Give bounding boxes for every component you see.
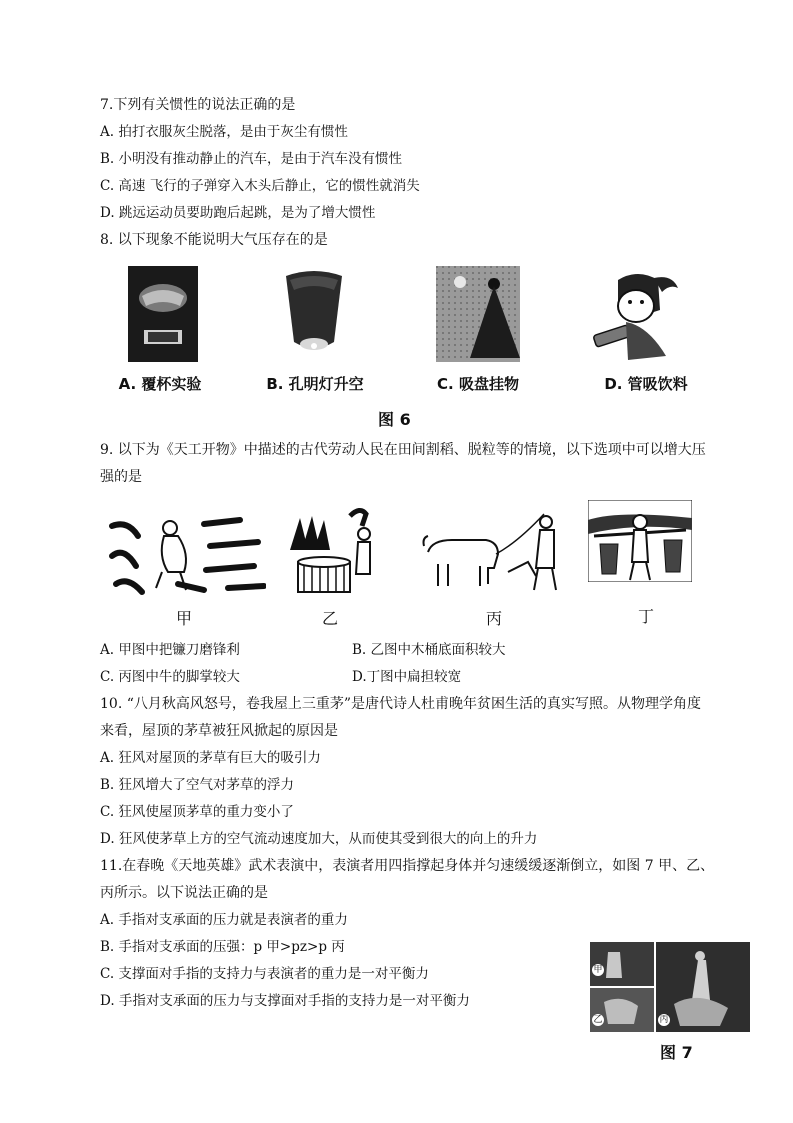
q8-caption-d: D. 管吸饮料 bbox=[604, 375, 688, 393]
q9-label-ding: 丁 bbox=[637, 607, 654, 626]
q9-label-bing: 丙 bbox=[485, 609, 502, 628]
q10-stem-line1: 10. “八月秋高风怒号，卷我屋上三重茅”是唐代诗人杜甫晚年贫困生活的真实写照。从物理学角度 bbox=[100, 696, 702, 712]
q7-option-d: D. 跳远运动员要助跑后起跳，是为了增大惯性 bbox=[100, 205, 376, 221]
harvesting-rice-image bbox=[108, 506, 266, 598]
q10-option-d: D. 狂风使茅草上方的空气流动速度加大，从而使其受到很大的向上的升力 bbox=[100, 831, 538, 847]
photo-mark-jia: 甲 bbox=[593, 965, 603, 975]
q9-option-b: B. 乙图中木桶底面积较大 bbox=[352, 642, 506, 658]
q9-stem-line1: 9. 以下为《天工开物》中描述的古代劳动人民在田间割稻、脱粒等的情境，以下选项中可以增大压 bbox=[100, 442, 706, 458]
q8-caption-c: C. 吸盘挂物 bbox=[437, 375, 519, 393]
q7-option-b: B. 小明没有推动静止的汽车，是由于汽车没有惯性 bbox=[100, 151, 403, 167]
q10-option-b: B. 狂风增大了空气对茅草的浮力 bbox=[100, 777, 295, 793]
carrying-pole-image bbox=[588, 500, 692, 582]
photo-mark-yi: 乙 bbox=[593, 1015, 603, 1025]
figure-6-label: 图 6 bbox=[378, 410, 411, 429]
q10-option-a: A. 狂风对屋顶的茅草有巨大的吸引力 bbox=[100, 750, 321, 766]
q9-option-d: D.丁图中扁担较宽 bbox=[352, 669, 462, 685]
q9-option-c: C. 丙图中牛的脚掌较大 bbox=[100, 669, 240, 685]
martial-arts-photos-image bbox=[588, 940, 752, 1034]
suction-cup-image bbox=[436, 266, 520, 362]
q11-option-d: D. 手指对支承面的压力与支撑面对手指的支持力是一对平衡力 bbox=[100, 993, 470, 1009]
q11-stem-line2: 丙所示。以下说法正确的是 bbox=[100, 885, 268, 901]
threshing-bucket-image bbox=[284, 504, 380, 598]
q7-option-c: C. 高速 飞行的子弹穿入木头后静止，它的惯性就消失 bbox=[100, 178, 420, 194]
q8-caption-a: A. 覆杯实验 bbox=[118, 375, 202, 393]
q8-stem: 8. 以下现象不能说明大气压存在的是 bbox=[100, 232, 328, 248]
ox-plowing-image bbox=[418, 502, 568, 598]
q11-stem-line1: 11.在春晚《天地英雄》武术表演中，表演者用四指撑起身体并匀速缓缓逐渐倒立，如图 7 甲、乙、 bbox=[100, 858, 715, 874]
q11-option-a: A. 手指对支承面的压力就是表演者的重力 bbox=[100, 912, 348, 928]
q9-label-jia: 甲 bbox=[175, 609, 192, 628]
q11-option-b: B. 手指对支承面的压强：p 甲>pz>p 丙 bbox=[100, 939, 345, 955]
drinking-straw-image bbox=[588, 270, 688, 362]
q9-stem-line2: 强的是 bbox=[100, 469, 142, 485]
photo-mark-bing: 丙 bbox=[659, 1015, 669, 1025]
q10-option-c: C. 狂风使屋顶茅草的重力变小了 bbox=[100, 804, 294, 820]
q9-option-a: A. 甲图中把镰刀磨锋利 bbox=[100, 642, 240, 658]
q10-stem-line2: 来看，屋顶的茅草被狂风掀起的原因是 bbox=[100, 723, 338, 739]
q11-option-c: C. 支撑面对手指的支持力与表演者的重力是一对平衡力 bbox=[100, 966, 429, 982]
cup-experiment-image bbox=[128, 266, 198, 362]
kongming-lantern-image bbox=[278, 270, 350, 358]
q7-option-a: A. 拍打衣服灰尘脱落，是由于灰尘有惯性 bbox=[100, 124, 348, 140]
figure-7-label: 图 7 bbox=[660, 1043, 693, 1062]
q9-label-yi: 乙 bbox=[321, 609, 338, 628]
q8-caption-b: B. 孔明灯升空 bbox=[266, 375, 364, 393]
q7-stem: 7.下列有关惯性的说法正确的是 bbox=[100, 97, 296, 113]
